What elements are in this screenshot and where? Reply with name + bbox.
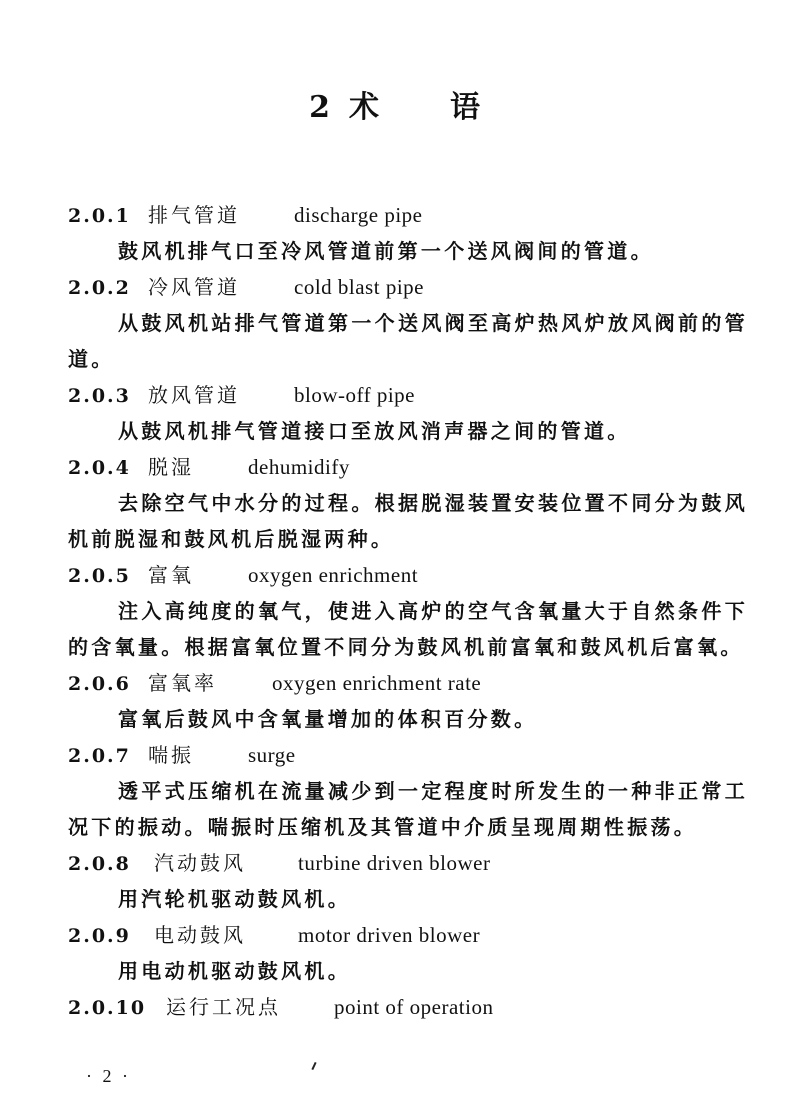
term-chinese: 排气管道 [148, 203, 240, 227]
term-heading [68, 917, 748, 953]
term-definition: 鼓风机排气口至冷风管道前第一个送风阀间的管道。 [118, 239, 654, 263]
term-definition: 从鼓风机站排气管道第一个送风阀至高炉热风炉放风阀前的管道。 [68, 311, 748, 371]
chapter-title-char-2: 语 [449, 90, 481, 125]
term-chinese: 喘振 [148, 743, 194, 767]
term-english: turbine driven blower [298, 851, 491, 875]
term-definition: 富氧后鼓风中含氧量增加的体积百分数。 [118, 707, 538, 731]
term-number: 2.0.4 [68, 457, 131, 479]
term-english: blow-off pipe [294, 383, 416, 407]
term-english: dehumidify [248, 455, 350, 479]
term-number: 2.0.1 [68, 205, 131, 227]
term-number: 2.0.3 [68, 385, 131, 407]
term-english: oxygen enrichment rate [272, 671, 482, 695]
term-number: 2.0.5 [68, 565, 131, 587]
term-entry [68, 377, 748, 449]
term-definition: 用电动机驱动鼓风机。 [118, 959, 351, 983]
term-entry [68, 197, 748, 269]
term-heading [68, 845, 748, 881]
term-entry [68, 989, 748, 1025]
term-definition: 透平式压缩机在流量减少到一定程度时所发生的一种非正常工况下的振动。喘振时压缩机及其管道中介质呈现周期性振荡。 [68, 779, 748, 839]
term-heading [68, 989, 748, 1025]
term-entry [68, 449, 748, 557]
term-chinese: 脱湿 [148, 455, 194, 479]
term-definition: 用汽轮机驱动鼓风机。 [118, 887, 351, 911]
term-list [68, 197, 748, 1025]
page-number: · 2 · [86, 1066, 131, 1086]
chapter-title-char-1: 术 [348, 90, 380, 125]
term-heading [68, 269, 748, 305]
term-entry [68, 665, 748, 737]
term-number: 2.0.7 [68, 745, 131, 767]
term-heading [68, 449, 748, 485]
term-number: 2.0.6 [68, 673, 131, 695]
term-entry [68, 845, 748, 917]
scan-speck [311, 1062, 316, 1070]
term-english: cold blast pipe [294, 275, 424, 299]
term-entry [68, 269, 748, 377]
term-heading [68, 557, 748, 593]
term-number: 2.0.10 [68, 997, 147, 1019]
term-entry [68, 917, 748, 989]
term-english: point of operation [334, 995, 494, 1019]
term-entry [68, 737, 748, 845]
term-number: 2.0.2 [68, 277, 131, 299]
term-english: discharge pipe [294, 203, 423, 227]
term-chinese: 富氧率 [148, 671, 217, 695]
term-chinese: 电动鼓风 [154, 923, 246, 947]
chapter-number: 2 [309, 90, 331, 125]
term-chinese: 运行工况点 [166, 995, 281, 1019]
term-heading [68, 377, 748, 413]
term-english: motor driven blower [298, 923, 481, 947]
chapter-title [0, 82, 790, 126]
term-definition: 去除空气中水分的过程。根据脱湿装置安装位置不同分为鼓风机前脱湿和鼓风机后脱湿两种。 [68, 491, 748, 551]
term-chinese: 富氧 [148, 563, 194, 587]
term-chinese: 汽动鼓风 [154, 851, 246, 875]
term-number: 2.0.9 [68, 925, 131, 947]
term-chinese: 放风管道 [148, 383, 240, 407]
term-entry [68, 557, 748, 665]
term-english: surge [248, 743, 296, 767]
term-heading [68, 665, 748, 701]
term-definition: 注入高纯度的氧气，使进入高炉的空气含氧量大于自然条件下的含氧量。根据富氧位置不同分为鼓风机前富氧和鼓风机后富氧。 [68, 599, 748, 659]
term-chinese: 冷风管道 [148, 275, 240, 299]
term-heading [68, 737, 748, 773]
term-english: oxygen enrichment [248, 563, 419, 587]
term-number: 2.0.8 [68, 853, 131, 875]
term-heading [68, 197, 748, 233]
term-definition: 从鼓风机排气管道接口至放风消声器之间的管道。 [118, 419, 631, 443]
